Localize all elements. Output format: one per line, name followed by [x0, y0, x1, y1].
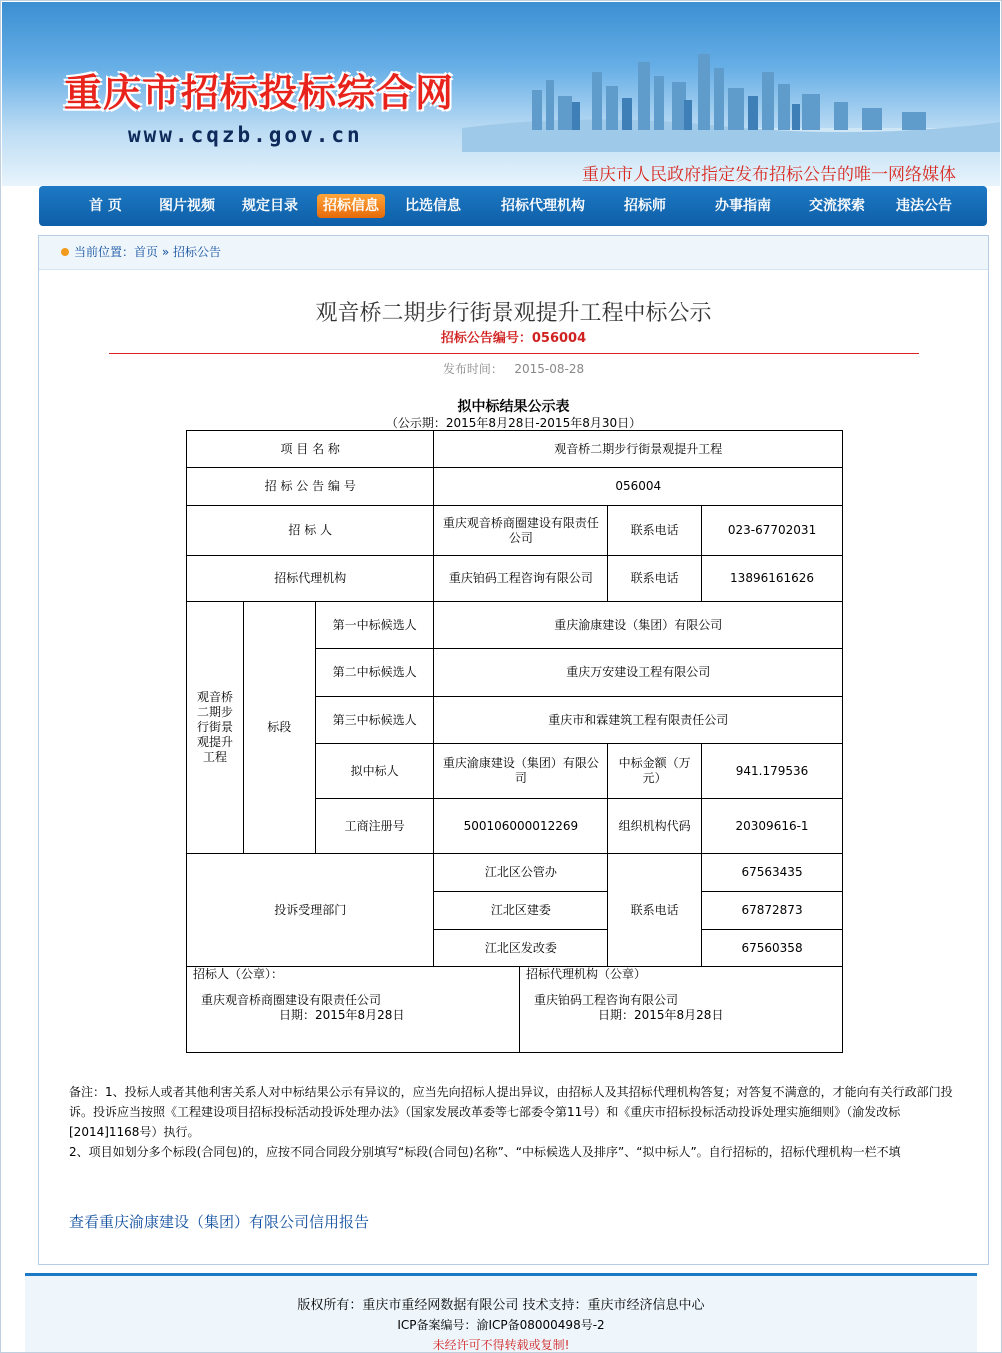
cell-value: 重庆市和霖建筑工程有限责任公司: [434, 697, 843, 744]
notes: [69, 1082, 957, 1162]
bullet-icon: [61, 248, 69, 256]
notice-number: 招标公告编号：056004: [440, 331, 587, 346]
agency-signature: [520, 967, 842, 1052]
cell-label: 投诉受理部门: [187, 854, 434, 967]
site-title: 重庆市招标投标综合网: [64, 70, 455, 115]
cell-value: 重庆渝康建设（集团）有限公司: [434, 744, 608, 799]
cell-label: 工商注册号: [315, 799, 434, 854]
content-panel: [38, 235, 989, 1265]
site-slogan: 重庆市人民政府指定发布招标公告的唯一网络媒体: [582, 165, 956, 185]
page-title: 观音桥二期步行街景观提升工程中标公示: [315, 301, 712, 326]
tenderer-signature: [187, 967, 520, 1052]
cell-project: 观音桥二期步行街景观提升工程: [187, 602, 244, 854]
footer: [25, 1273, 977, 1353]
site-url: www.cqzb.gov.cn: [128, 123, 363, 147]
publish-time: 发布时间： 2015-08-28: [442, 362, 585, 376]
cell-label: 组织机构代码: [608, 799, 702, 854]
cell-value: 江北区建委: [434, 892, 608, 930]
cell-value: 500106000012269: [434, 799, 608, 854]
cell-value: 023-67702031: [702, 506, 843, 556]
cell-label: 中标金额（万元）: [608, 744, 702, 799]
footer-warning: 未经许可不得转载或复制!: [432, 1338, 570, 1352]
site-banner: [2, 2, 1000, 186]
cell-value: 67872873: [702, 892, 843, 930]
cell-value: 13896161626: [702, 556, 843, 602]
cell-value: 江北区公管办: [434, 854, 608, 892]
footer-copyright: 版权所有：重庆市重经网数据有限公司 技术支持：重庆市经济信息中心: [297, 1298, 705, 1313]
sig-org: 重庆观音桥商圈建设有限责任公司: [201, 993, 382, 1007]
cell-label: 招 标 人: [187, 506, 434, 556]
cell-value: 941.179536: [702, 744, 843, 799]
footer-icp: ICP备案编号：渝ICP备08000498号-2: [397, 1318, 605, 1332]
nav-photo-video[interactable]: 图片视频: [159, 198, 215, 214]
sig-org: 重庆铂码工程咨询有限公司: [534, 993, 679, 1007]
credit-report-link[interactable]: 查看重庆渝康建设（集团）有限公司信用报告: [69, 1213, 370, 1231]
breadcrumb: [39, 236, 988, 270]
nav-home[interactable]: 首 页: [89, 198, 122, 214]
nav-selection-info[interactable]: 比选信息: [405, 198, 461, 214]
cell-value: 重庆观音桥商圈建设有限责任公司: [434, 506, 608, 556]
sig-label: 招标代理机构（公章）: [526, 967, 647, 981]
cell-value: 重庆渝康建设（集团）有限公司: [434, 602, 843, 649]
city-skyline-image: [462, 42, 1000, 152]
cell-value: 重庆铂码工程咨询有限公司: [434, 556, 608, 602]
breadcrumb-current[interactable]: 招标公告: [173, 245, 222, 259]
nav-guide[interactable]: 办事指南: [715, 198, 771, 214]
nav-regulations[interactable]: 规定目录: [242, 198, 298, 214]
breadcrumb-sep: »: [158, 245, 174, 259]
breadcrumb-label: 当前位置：: [74, 245, 135, 259]
sig-date: 日期：2015年8月28日: [598, 1008, 724, 1022]
cell-label: 第二中标候选人: [315, 649, 434, 697]
breadcrumb-home[interactable]: 首页: [134, 245, 159, 259]
cell-label: 招标代理机构: [187, 556, 434, 602]
note-1: 备注：1、投标人或者其他利害关系人对中标结果公示有异议的，应当先向招标人提出异议，由招标人及其招标代理机构答复；对答复不满意的，才能向有关行政部门投诉。投诉应当按照《工程建设项目招标投标活动投诉处理办法》（国家发展改革委等七部委令第11号）和《重庆市招标投标活动投诉处理实施细则》（渝发改标[2014]1168号）执行。: [69, 1085, 953, 1139]
cell-value: 67560358: [702, 930, 843, 967]
cell-value: 重庆万安建设工程有限公司: [434, 649, 843, 697]
cell-label: 第一中标候选人: [315, 602, 434, 649]
cell-section: 标段: [243, 602, 315, 854]
sig-date: 日期：2015年8月28日: [279, 1008, 405, 1022]
cell-value: 056004: [434, 468, 843, 506]
main-nav: [39, 186, 987, 226]
cell-label: 联系电话: [608, 506, 702, 556]
note-2: 2、项目如划分多个标段(合同包)的，应按不同合同段分别填写“标段(合同包)名称”、“中标候选人及排序”、“拟中标人”。自行招标的，招标代理机构一栏不填: [69, 1145, 901, 1159]
title-divider: [109, 353, 919, 354]
cell-label: 项 目 名 称: [187, 431, 434, 468]
sig-label: 招标人（公章）：: [193, 967, 284, 981]
table-period: （公示期：2015年8月28日-2015年8月30日）: [385, 416, 642, 430]
nav-tender-engineer[interactable]: 招标师: [624, 198, 666, 214]
result-table: [186, 430, 843, 1053]
cell-label: 招 标 公 告 编 号: [187, 468, 434, 506]
table-title: 拟中标结果公示表: [457, 399, 570, 415]
cell-value: 江北区发改委: [434, 930, 608, 967]
cell-label: 联系电话: [608, 556, 702, 602]
cell-value: 观音桥二期步行街景观提升工程: [434, 431, 843, 468]
cell-value: 20309616-1: [702, 799, 843, 854]
nav-tender-info[interactable]: 招标信息: [317, 194, 385, 218]
cell-label: 拟中标人: [315, 744, 434, 799]
nav-agency[interactable]: 招标代理机构: [501, 198, 585, 214]
cell-label: 第三中标候选人: [315, 697, 434, 744]
nav-violations[interactable]: 违法公告: [896, 198, 952, 214]
cell-value: 67563435: [702, 854, 843, 892]
nav-exchange[interactable]: 交流探索: [809, 198, 865, 214]
cell-label: 联系电话: [608, 854, 702, 967]
